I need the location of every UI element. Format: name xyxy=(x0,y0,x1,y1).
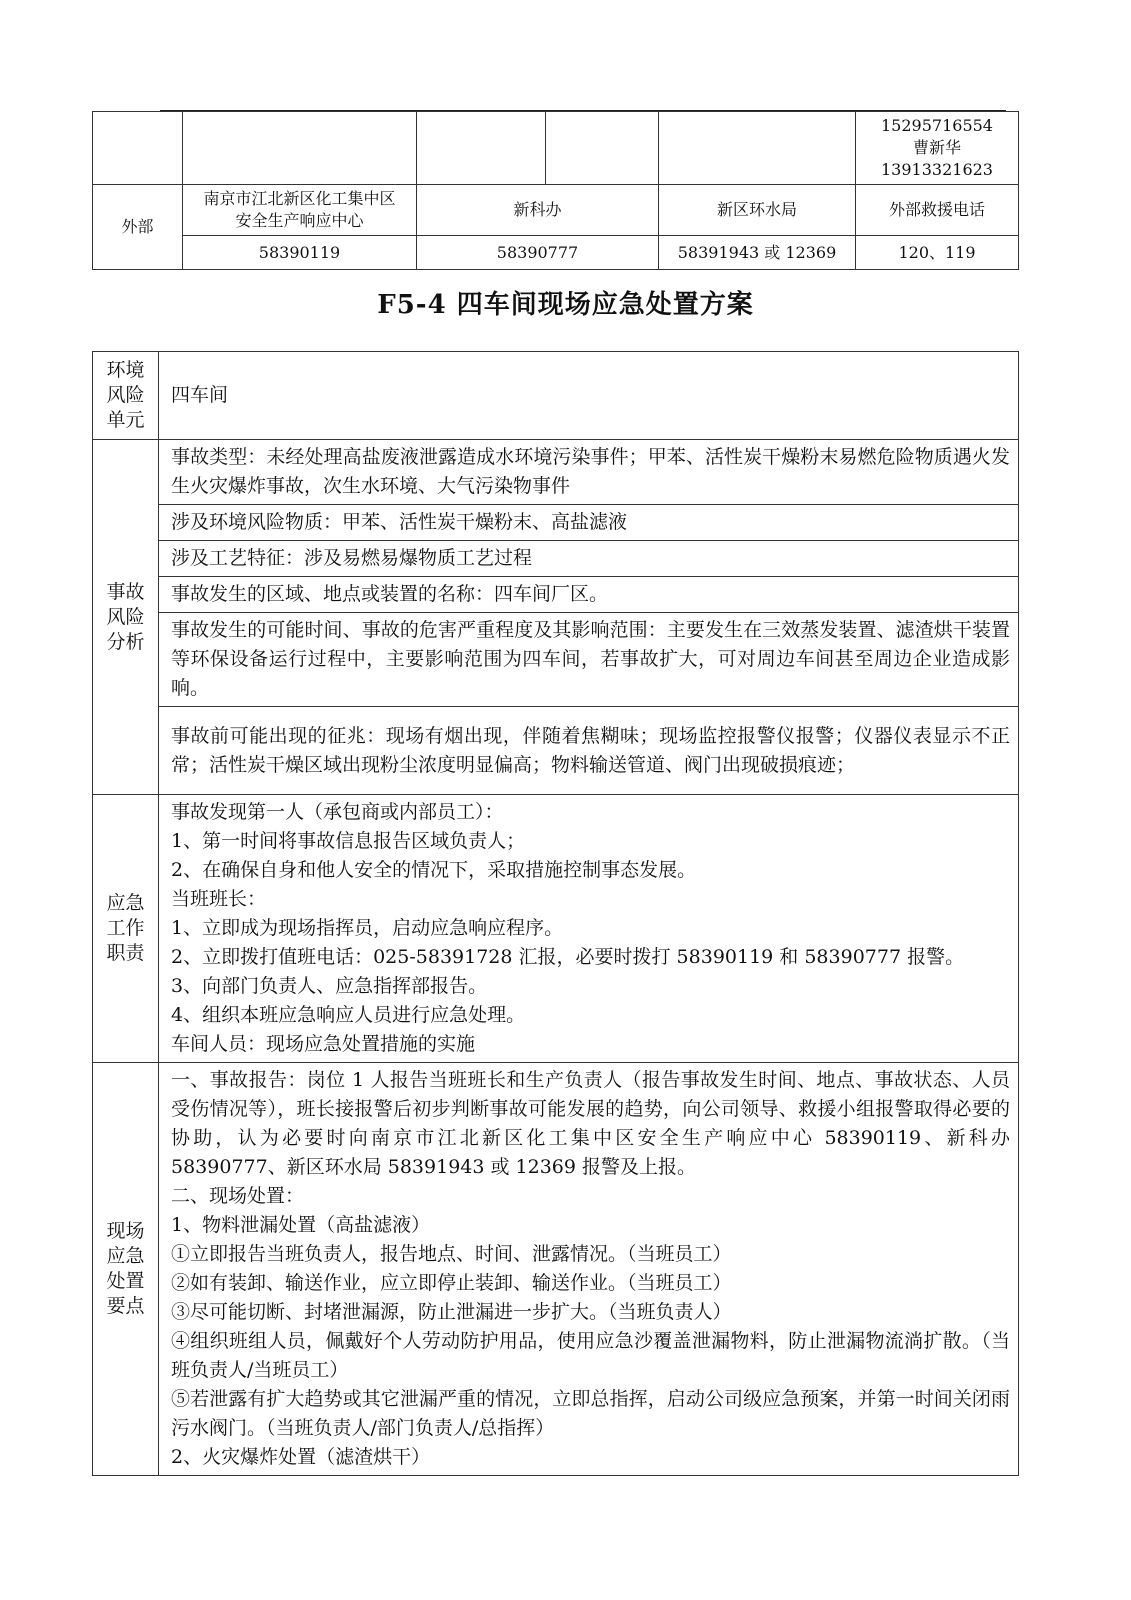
blank-cell xyxy=(546,112,659,185)
section-title: F5-4 四车间现场应急处置方案 xyxy=(377,290,754,320)
duty-line: 1、立即成为现场指挥员，启动应急响应程序。 xyxy=(171,917,564,939)
duty-line: 4、组织本班应急响应人员进行应急处理。 xyxy=(171,1004,526,1026)
contact-number: 58390119 xyxy=(183,236,417,270)
label-line: 事故 xyxy=(106,580,145,603)
label-line: 分析 xyxy=(106,630,145,653)
duty-label xyxy=(93,795,159,1063)
table-row xyxy=(93,236,1019,270)
points-label xyxy=(93,1063,159,1476)
table-row xyxy=(93,352,1019,440)
risk-item: 事故前可能出现的征兆：现场有烟出现，伴随着焦糊味；现场监控报警仪报警；仪器仪表显示不正常；活性炭干燥区域出现粉尘浓度明显偏高；物料输送管道、阀门出现破损痕迹； xyxy=(159,707,1019,795)
points-line: 2、火灾爆炸处置（滤渣烘干） xyxy=(171,1446,431,1468)
label-line: 应急 xyxy=(106,892,145,914)
duty-line: 3、向部门负责人、应急指挥部报告。 xyxy=(171,975,488,997)
external-contact-table xyxy=(92,111,1019,270)
table-row xyxy=(93,577,1019,613)
contact-number: 120、119 xyxy=(856,236,1019,270)
duty-line: 事故发现第一人（承包商或内部员工）： xyxy=(171,801,504,823)
duty-line: 2、在确保自身和他人安全的情况下，采取措施控制事态发展。 xyxy=(171,859,697,881)
contact-header-rescue: 外部救援电话 xyxy=(856,185,1019,236)
blank-cell xyxy=(93,112,183,185)
points-line: ②如有装卸、输送作业，应立即停止装卸、输送作业。（当班员工） xyxy=(171,1272,732,1294)
duty-line: 2、立即拨打值班电话：025-58391728 汇报，必要时拨打 58390119 和 58390777 报警。 xyxy=(171,946,965,968)
table-row xyxy=(93,795,1019,1063)
contact-number: 58391943 或 12369 xyxy=(659,236,856,270)
external-label: 外部 xyxy=(93,185,183,270)
points-line: ①立即报告当班负责人，报告地点、时间、泄露情况。（当班员工） xyxy=(171,1243,732,1265)
contact-phone-cell xyxy=(856,112,1019,185)
risk-item: 涉及工艺特征：涉及易燃易爆物质工艺过程 xyxy=(159,541,1019,577)
blank-cell xyxy=(417,112,546,185)
label-line: 环境 xyxy=(106,359,145,381)
risk-label xyxy=(93,440,159,795)
contact-header-env-bureau: 新区环水局 xyxy=(659,185,856,236)
points-content xyxy=(159,1063,1019,1476)
risk-item: 事故发生的区域、地点或装置的名称：四车间厂区。 xyxy=(159,577,1019,613)
points-line: ③尽可能切断、封堵泄漏源，防止泄漏进一步扩大。（当班负责人） xyxy=(171,1301,732,1323)
blank-cell xyxy=(183,112,417,185)
table-row xyxy=(93,707,1019,795)
phone-number: 13913321623 xyxy=(881,160,993,179)
label-line: 处置 xyxy=(106,1270,145,1292)
risk-item: 事故发生的可能时间、事故的危害严重程度及其影响范围：主要发生在三效蒸发装置、滤渣烘干装置等环保设备运行过程中，主要影响范围为四车间，若事故扩大，可对周边车间甚至周边企业造成影响。 xyxy=(159,613,1019,707)
label-line: 要点 xyxy=(106,1295,145,1317)
phone-number: 15295716554 xyxy=(881,116,993,135)
table-row xyxy=(93,185,1019,236)
label-line: 单元 xyxy=(106,409,145,431)
risk-item: 涉及环境风险物质：甲苯、活性炭干燥粉末、高盐滤液 xyxy=(159,505,1019,541)
duty-content xyxy=(159,795,1019,1063)
risk-item: 事故类型：未经处理高盐废液泄露造成水环境污染事件；甲苯、活性炭干燥粉末易燃危险物质遇火发生火灾爆炸事故，次生水环境、大气污染物事件 xyxy=(159,440,1019,505)
duty-line: 1、第一时间将事故信息报告区域负责人； xyxy=(171,830,526,852)
emergency-plan-table xyxy=(92,351,1019,1476)
contact-name: 曹新华 xyxy=(912,138,961,157)
table-row xyxy=(93,505,1019,541)
table-row xyxy=(93,1063,1019,1476)
label-line: 工作 xyxy=(106,917,145,939)
blank-cell xyxy=(659,112,856,185)
unit-value: 四车间 xyxy=(159,352,1019,440)
table-row xyxy=(93,541,1019,577)
label-line: 风险 xyxy=(106,605,145,628)
duty-line: 当班班长： xyxy=(171,888,267,910)
unit-label xyxy=(93,352,159,440)
table-row xyxy=(93,112,1019,185)
points-line: 二、现场处置： xyxy=(171,1185,305,1207)
label-line: 现场 xyxy=(106,1220,145,1242)
table-row xyxy=(93,613,1019,707)
label-line: 职责 xyxy=(106,942,145,964)
label-line: 风险 xyxy=(106,384,145,406)
points-line: 一、事故报告：岗位 1 人报告当班班长和生产负责人（报告事故发生时间、地点、事故状态、人员受伤情况等），班长接报警后初步判断事故可能发展的趋势，向公司领导、救援小组报警取得必要的协助，认为必要时向南京市江北新区化工集中区安全生产响应中心 58390119、新科办 58390777、新区环水局 58391943 或 12369 报警及上报。 xyxy=(171,1069,1010,1178)
contact-header-response-center: 南京市江北新区化工集中区安全生产响应中心 xyxy=(183,185,417,236)
contact-number: 58390777 xyxy=(417,236,659,270)
points-line: 1、物料泄漏处置（高盐滤液） xyxy=(171,1214,431,1236)
duty-line: 车间人员：现场应急处置措施的实施 xyxy=(171,1033,476,1055)
contact-header-xinkeban: 新科办 xyxy=(417,185,659,236)
label-line: 应急 xyxy=(106,1245,145,1267)
points-line: ④组织班组人员，佩戴好个人劳动防护用品，使用应急沙覆盖泄漏物料，防止泄漏物流淌扩散。（当班负责人/当班员工） xyxy=(171,1330,1010,1381)
points-line: ⑤若泄露有扩大趋势或其它泄漏严重的情况，立即总指挥，启动公司级应急预案，并第一时间关闭雨污水阀门。（当班负责人/部门负责人/总指挥） xyxy=(171,1388,1010,1439)
table-row xyxy=(93,440,1019,505)
